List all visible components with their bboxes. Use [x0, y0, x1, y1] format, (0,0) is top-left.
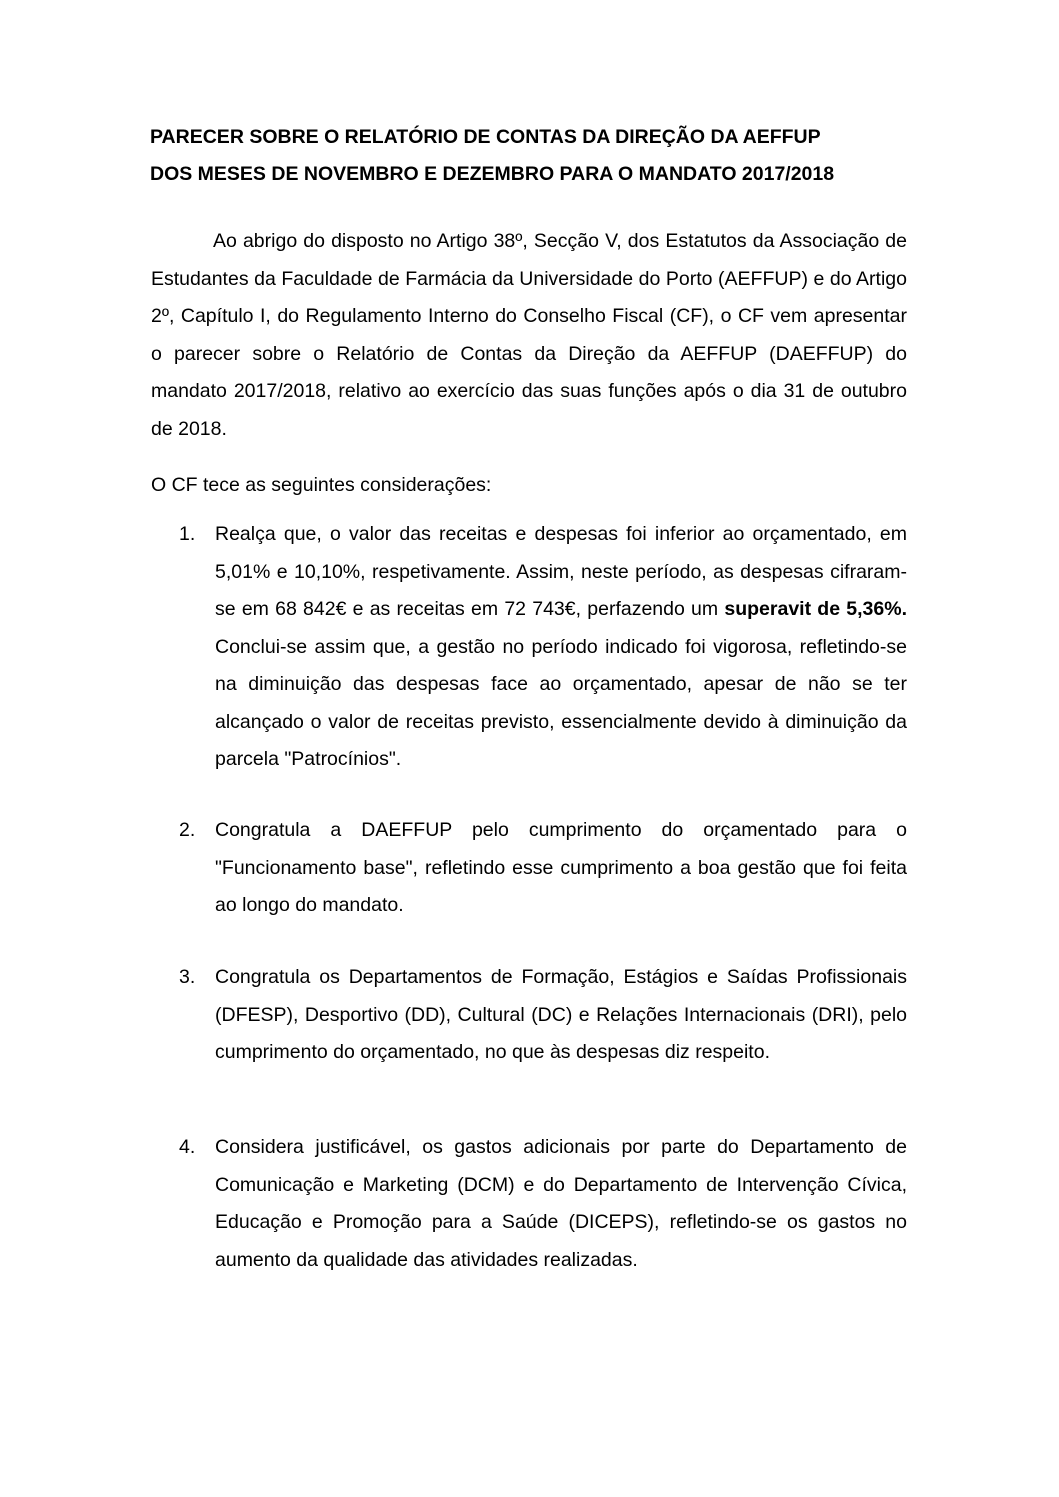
intro-paragraph: Ao abrigo do disposto no Artigo 38º, Secção V, dos Estatutos da Associação de Estudantes da Faculdade de Farmácia da Universidade do Porto (AEFFUP) e do Artigo 2º, Capítulo I, do Regulamento Interno do Conselho Fiscal (CF), o CF vem apresentar o parecer sobre o Relatório de Contas da Direção da AEFFUP (DAEFFUP) do mandato 2017/2018, relativo ao exercício das suas funções após o dia 31 de outubro de 2018.	[151, 230, 907, 440]
list-item-number: 1.	[179, 523, 196, 545]
title-line-1: PARECER SOBRE O RELATÓRIO DE CONTAS DA DIREÇÃO DA AEFFUP	[150, 126, 821, 148]
list-item-number: 3.	[179, 966, 196, 988]
list-item-text: Congratula os Departamentos de Formação, Estágios e Saídas Profissionais (DFESP), Desportivo (DD), Cultural (DC) e Relações Internacionais (DRI), pelo cumprimento do orçamentado, no que às despesas diz respeito.	[215, 966, 907, 1063]
item-text-before: Realça que, o valor das receitas e despesas foi inferior ao orçamentado, em 5,01% e 10,10%, respetivamente. Assim, neste período, as despesas cifraram-se em 68 842€ e as receitas em 72 743€, perfazendo um	[215, 523, 907, 620]
list-item-text: Congratula a DAEFFUP pelo cumprimento do orçamentado para o "Funcionamento base", refletindo esse cumprimento a boa gestão que foi feita ao longo do mandato.	[215, 819, 907, 916]
list-item	[151, 516, 907, 779]
item-text-after: Conclui-se assim que, a gestão no período indicado foi vigorosa, refletindo-se na diminuição das despesas face ao orçamentado, apesar de não se ter alcançado o valor de receitas previsto, essencialmente devido à diminuição da parcela "Patrocínios".	[215, 635, 907, 770]
list-item	[151, 959, 907, 1072]
item-bold-highlight: superavit de 5,36%.	[724, 598, 907, 620]
list-item	[151, 812, 907, 925]
document-title	[150, 119, 910, 193]
title-line-2: DOS MESES DE NOVEMBRO E DEZEMBRO PARA O MANDATO 2017/2018	[150, 163, 835, 185]
list-item-text	[215, 516, 907, 779]
considerations-lead: O CF tece as seguintes considerações:	[151, 474, 492, 496]
list-item	[151, 1129, 907, 1279]
list-item-number: 2.	[179, 819, 196, 841]
list-item-text: Considera justificável, os gastos adicionais por parte do Departamento de Comunicação e Marketing (DCM) e do Departamento de Intervenção Cívica, Educação e Promoção para a Saúde (DICEPS), refletindo-se os gastos no aumento da qualidade das atividades realizadas.	[215, 1136, 907, 1271]
list-item-number: 4.	[179, 1136, 196, 1158]
